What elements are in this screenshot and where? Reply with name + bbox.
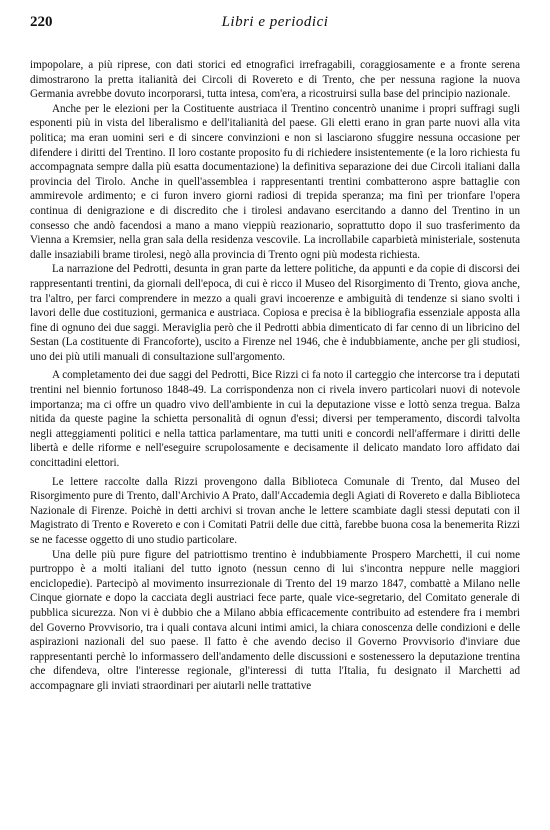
paragraph-4: A completamento dei due saggi del Pedrotti, Bice Rizzi ci fa noto il carteggio che intercorse tra i deputati trentini nel biennio fortunoso 1848-49. La corrispondenza non ci rivela invero particolari nuovi di notevole importanza; ma ci offre un quadro vivo dell'ambiente in cui la deputazione visse e lottò senza tregua. Balza nitida da queste pagine la schietta personalità di ognun d'essi; diversi per temperamento, discordi talvolta negli atteggiamenti politici e nella tattica parlamentare, ma tutti uniti e concordi nell'affermare i diritti delle libertà e delle riforme e nell'eseguire scrupolosamente e decisamente il delicato mandato loro affidato dai concittadini elettori. [30, 369, 520, 470]
paragraph-5: Le lettere raccolte dalla Rizzi provengono dalla Biblioteca Comunale di Trento, dal Museo del Risorgimento pure di Trento, dall'Archivio A Prato, dall'Accademia degli Agiati di Rovereto e dalla Biblioteca Nazionale di Firenze. Poichè in detti archivi si trovan anche le lettere scambiate dagli stessi deputati con il Magistrato di Trento e Rovereto e con i Comitati Patrii delle due città, farebbe buona cosa la benemerita Rizzi se ne facesse oggetto di uno studio particolare. [30, 475, 520, 546]
page-number: 220 [30, 14, 53, 30]
paragraph-3: La narrazione del Pedrotti, desunta in gran parte da lettere politiche, da appunti e da copie di discorsi dei rappresentanti trentini, da giornali dell'epoca, di cui è ricco il Museo del Risorgimento di Trento, giova anche, tra l'altro, per farci comprendere in mezzo a quali gravi incoerenze e ambiguità di tendenze si siano svolti i lavori delle due costituzioni, germanica e austriaca. Copiosa e precisa è la bibliografia essenziale apposta alla fine di ognuno dei due saggi. Meraviglia però che il Pedrotti abbia dimenticato di far cenno di un libricino del Sestan (La costituente di Francoforte), uscito a Firenze nel 1946, che è indubbiamente, anche per gli studiosi, uno dei più utili manuali di consultazione sull'argomento. [30, 263, 520, 363]
page-header [30, 14, 520, 36]
running-title: Libri e periodici [221, 14, 329, 30]
paragraph-6: Una delle più pure figure del patriottismo trentino è indubbiamente Prospero Marchetti, il cui nome purtroppo è a molti italiani del tutto ignoto (nessun cenno di lui s'incontra neppure nelle maggiori enciclopedie). Partecipò al movimento insurrezionale di Trento del 19 marzo 1847, combattè a Milano nelle Cinque giornate e dopo la cacciata degli austriaci fece parte, quale vice-segretario, del Comitato generale di pubblica sicurezza. Non vi è dubbio che a Milano abbia efficacemente contribuito ad estendere fra i membri del Governo Provvisorio, tra i quali contava alcuni intimi amici, la chiara conoscenza delle condizioni e delle aspirazioni nazionali del suo paese. Il fatto è che avendo deciso il Governo Provvisorio d'inviare due rappresentanti perchè lo informassero dell'andamento delle discussioni e sostenessero la deputazione trentina che difendeva, oltre l'interesse regionale, gl'interessi di tutta l'Italia, fu designato il Marchetti ad accompagnare gli inviati straordinari per aiutarli nelle trattative [30, 548, 520, 692]
body-text [30, 58, 520, 694]
paragraph-1: impopolare, a più riprese, con dati storici ed etnografici irrefragabili, coraggiosamente e a fronte serena dimostrarono la pretta italianità dei Circoli di Rovereto e di Trento, che per nessuna ragione la nuova Germania avrebbe dovuto incorporarsi, tutta intesa, com'era, a ricostruirsi sulla base del principio nazionale. [30, 59, 520, 101]
paragraph-2: Anche per le elezioni per la Costituente austriaca il Trentino concentrò unanime i propri suffragi sugli esponenti più in vista del liberalismo e dell'italianità del paese. Gli eletti erano in gran parte nuovi alla vita politica; ma eran uomini seri e di sincere convinzioni e non si lasciarono sfuggire nessuna occasione per difendere i diritti del Trentino. Il loro costante proposito fu di richiedere insistentemente (e la loro richiesta fu accompagnata sempre dalla più esatta documentazione) la definitiva separazione dei due Circoli italiani dalla provincia del Tirolo. Anche in quell'assemblea i rappresentanti trentini combatterono aspre battaglie con ammirevole ardimento; e ci furon invero giorni radiosi di trepida speranza; ma finì per trionfare l'opera continua di denigrazione e di discredito che i tirolesi andavano esercitando a danno del Trentino in un consesso che andò facendosi a mano a mano vieppiù reazionario, soprattutto dopo il suo trasferimento da Vienna a Kremsier, nella gran sala della residenza vescovile. La incrollabile caparbietà ministeriale, sostenuta dalle insaziabili brame tirolesi, negò alla provincia di Trento ogni più modesta richiesta. [30, 102, 520, 261]
